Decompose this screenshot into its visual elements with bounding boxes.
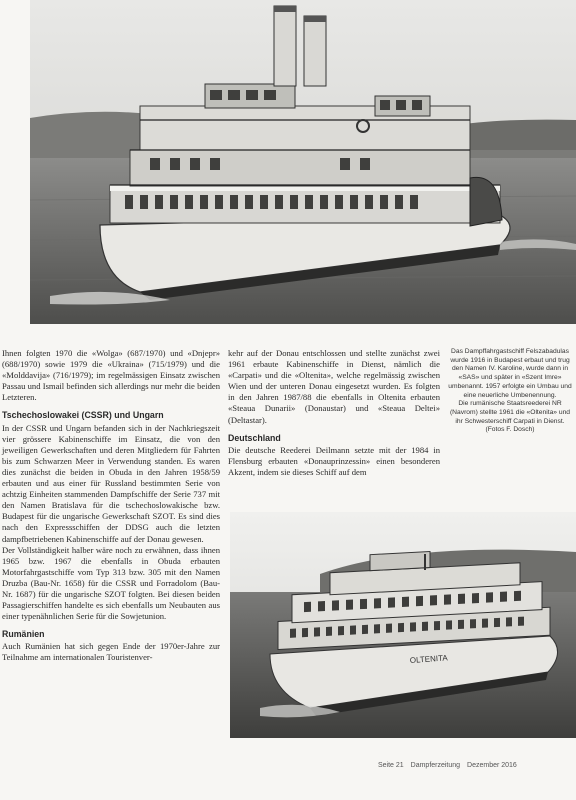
paragraph-cssr-2: Der Vollständigkeit halber wäre noch zu erwähnen, dass ihnen 1965 bzw. 1967 die ebenfalls in Obuda erbauten Motorfahrgastschiffe vom Typ 313 bzw. 305 mit den Namen Druzba (Bau-Nr. 1658) für die CSSR und Forradolom (Bau-Nr. 1687) für die ungarische SZOT folgten. Bei diesen beiden Passagierschiffen handelte es sich ebenfalls um Neubauten aus einer typenähnlichen Serie für die Sowjetunion.: [2, 544, 220, 622]
top-photo: [30, 0, 576, 324]
section-heading-rumaenien: Rumänien: [2, 629, 45, 640]
paragraph-rumaenien-cont: kehr auf der Donau entschlossen und stellte zunächst zwei 1961 erbaute Kabinenschiffe in Dienst, nämlich die «Carpati» und die «Oltenita», welche regelmässig zwischen Wien und der unteren Donau eingesetzt wurden. Es folgten in den Jahren 1987/88 die ebenfalls in Oltenita erbauten «Steaua Dunarii» (Donaustar) und «Steaua Deltei» (Deltastar).: [228, 348, 440, 425]
section-heading-deutschland: Deutschland: [228, 432, 281, 443]
paragraph-deutschland: Die deutsche Reederei Deilmann setzte mit der 1984 in Flensburg erbauten «Donauprinzessin» einen besonderen Akzent, indem sie dieses Schiff auf dem: [228, 444, 440, 477]
page-footer: [378, 762, 522, 769]
issue-date: Dezember 2016: [467, 762, 517, 769]
paragraph-cssr-1: In der CSSR und Ungarn befanden sich in der Nachkriegszeit vier grössere Kabinenschiffe im Einsatz, die von den jeweiligen Gewerkschaften und deren Mitgliedern für Fahrten bis zum Schwarzen Meer in Verwendung standen. Es waren dies zunächst die beiden in Obuda in den Jahren 1958/59 erbauten und aus einer für Russland bestimmten Serie von achtzig Einheiten stammenden Dampfschiffe der Serie 737 mit den Namen Bratislava für die tschechoslowakische bzw. Budapest für die ungarische Gewerkschaft SZOT. Es sind dies nach den Expressschiffen der DDSG auch die letzten dampfbetriebenen Kabinenschiffe auf der Donau gewesen.: [2, 422, 220, 544]
caption-bottom-photo: Die rumänische Staatsreederei NR (Navrom) stellte 1961 die «Oltenita» und ihr Schwesterschiff Carpati in Dienst.: [449, 400, 571, 425]
photo-credit: (Fotos F. Dosch): [485, 426, 535, 434]
intro-paragraph: Ihnen folgten 1970 die «Wolga» (687/1970) und «Dnjepr» (688/1970) sowie 1979 die «Ukraina» (715/1979) und die «Molddavija» (716/1979); im regelmässigen Einsatz zwischen Passau und Ismail befinden sich allerdings nur mehr die beiden Letzteren.: [2, 348, 220, 403]
bottom-photo: [230, 512, 576, 738]
caption-top-photo: Das Dampffahrgastschiff Felszabadulas wurde 1916 in Budapest erbaut und trug den Namen IV. Karoline, wurde dann in «SAS» und später in «Szent Imre» umbenannt. 1957 erfolgte ein Umbau und eine neuerliche Umbenennung.: [448, 348, 572, 399]
paragraph-rumaenien: Auch Rumänien hat sich gegen Ende der 1970er-Jahre zur Teilnahme am internationalen Touristenver-: [2, 641, 220, 663]
magazine-name: Dampferzeitung: [410, 762, 461, 769]
text-column-left: [2, 348, 220, 664]
photo-caption: [448, 348, 572, 435]
ship-name: OLTENITA: [409, 653, 448, 665]
text-column-middle: [228, 348, 440, 478]
section-heading-cssr-ungarn: Tschechoslowakei (CSSR) und Ungarn: [2, 410, 164, 421]
page-number: Seite 21: [378, 762, 404, 769]
